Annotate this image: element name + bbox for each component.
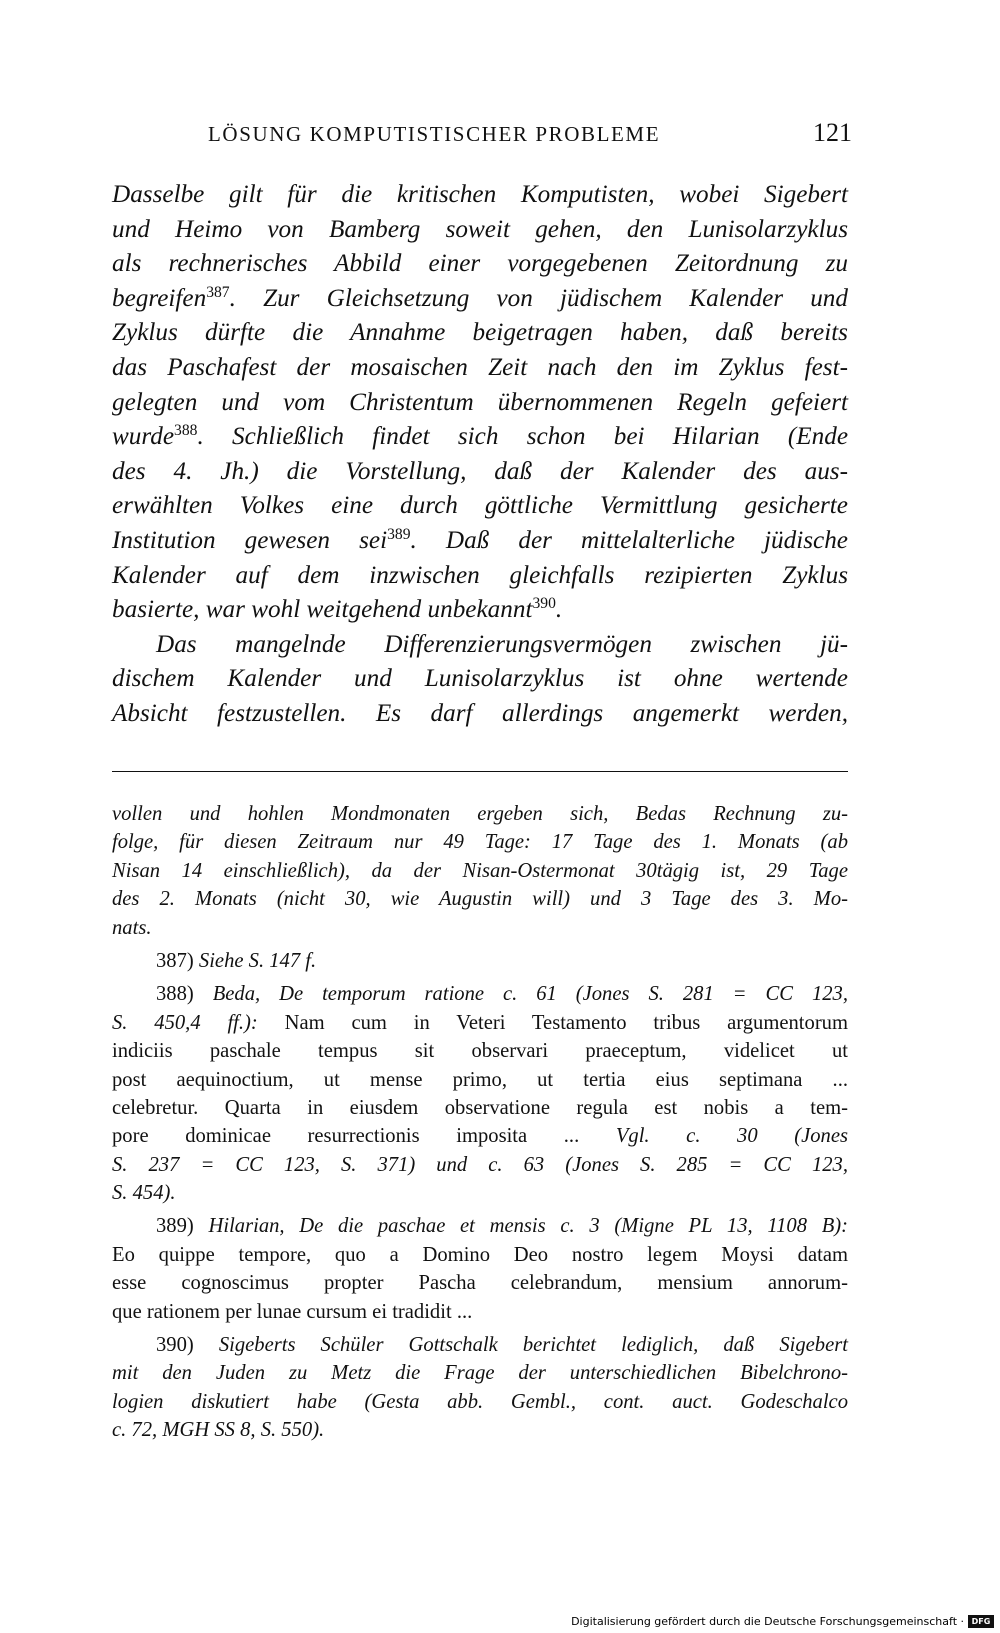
text-line xyxy=(112,420,848,455)
footnotes xyxy=(112,800,848,1445)
text-line xyxy=(112,524,848,559)
footnote-ref-390: 390 xyxy=(532,595,556,613)
text-line: erwählten Volkes eine durch göttliche Vermittlung gesicherte xyxy=(112,492,848,520)
running-title: LÖSUNG KOMPUTISTISCHER PROBLEME xyxy=(208,122,661,146)
footnote-line: S. 454). xyxy=(112,1182,176,1205)
credit-text: Digitalisierung gefördert durch die Deutsche Forschungsgemeinschaft · xyxy=(571,1614,964,1628)
footnote-line xyxy=(112,1122,848,1150)
footnote-number: 388) xyxy=(156,983,194,1006)
footnote-ref-389: 389 xyxy=(387,525,411,543)
text-segment: basierte, war wohl weitgehend unbekannt xyxy=(112,596,533,624)
footnote-text: Sigeberts Schüler Gottschalk berichtet lediglich, daß Sigebert xyxy=(218,1334,848,1357)
footnote-line: que rationem per lunae cursum ei tradidit ... xyxy=(112,1300,473,1323)
footnote-text: Nam cum in Veteri Testamento tribus argumentorum xyxy=(284,1011,849,1034)
text-line: Dasselbe gilt für die kritischen Komputisten, wobei Sigebert xyxy=(112,181,848,208)
text-line: dischem Kalender und Lunisolarzyklus ist ohne wertende xyxy=(112,665,848,693)
dfg-logo-icon: DFG xyxy=(968,1615,994,1628)
footnote-line: folge, für diesen Zeitraum nur 49 Tage: 17 Tage des 1. Monats (ab xyxy=(112,831,848,854)
footnote-line: esse cognoscimus propter Pascha celebrandum, mensium annorum- xyxy=(112,1272,848,1295)
digitization-credit xyxy=(571,1613,994,1629)
text-segment: . Schließlich findet sich schon bei Hilarian (Ende xyxy=(197,423,848,451)
text-segment: . xyxy=(555,596,563,624)
main-text xyxy=(112,178,848,732)
text-segment: wurde xyxy=(112,423,175,451)
footnote-line: indiciis paschale tempus sit observari praeceptum, videlicet ut xyxy=(112,1040,848,1063)
text-line: und Heimo von Bamberg soweit gehen, den Lunisolarzyklus xyxy=(112,215,848,243)
footnote-line: S. 237 = CC 123, S. 371) und c. 63 (Jones S. 285 = CC 123, xyxy=(112,1153,848,1176)
text-segment: begreifen xyxy=(112,284,207,312)
footnote-number: 387) xyxy=(156,949,194,972)
text-line: als rechnerisches Abbild einer vorgegebenen Zeitordnung zu xyxy=(112,250,848,278)
text-line: gelegten und vom Christentum übernommenen Regeln gefeiert xyxy=(112,388,848,416)
footnote-line: Nisan 14 einschließlich), da der Nisan-Ostermonat 30tägig ist, 29 Tage xyxy=(112,859,848,882)
footnote-line: c. 72, MGH SS 8, S. 550). xyxy=(112,1419,325,1442)
footnote-number: 390) xyxy=(156,1334,194,1357)
text-line xyxy=(112,593,848,628)
footnote-text: Hilarian, De die paschae et mensis c. 3 (Migne PL 13, 1108 B): xyxy=(208,1215,849,1238)
footnote-line: Eo quippe tempore, quo a Domino Deo nostro legem Moysi datam xyxy=(112,1243,848,1266)
footnote-number: 389) xyxy=(156,1215,194,1238)
text-line: Absicht festzustellen. Es darf allerdings angemerkt werden, xyxy=(112,699,848,727)
footnote-line xyxy=(112,1009,848,1037)
text-line: Das mangelnde Differenzierungsvermögen zwischen jü- xyxy=(156,630,848,658)
footnote-line: des 2. Monats (nicht 30, wie Augustin will) und 3 Tage des 3. Mo- xyxy=(112,888,848,911)
text-line: Zyklus dürfte die Annahme beigetragen haben, daß bereits xyxy=(112,319,848,347)
footnote-390 xyxy=(112,1331,848,1359)
footnote-text: pore dominicae resurrectionis imposita ... xyxy=(112,1125,580,1148)
footnote-ref-387: 387 xyxy=(206,283,230,301)
running-head xyxy=(112,118,852,154)
footnote-line: nats. xyxy=(112,916,152,939)
footnote-389 xyxy=(112,1212,848,1240)
footnote-separator xyxy=(112,771,848,772)
footnote-text: Vgl. c. 30 (Jones xyxy=(615,1125,848,1148)
text-segment: . Zur Gleichsetzung von jüdischem Kalender und xyxy=(229,284,848,312)
footnote-line: celebretur. Quarta in eiusdem observatione regula est nobis a tem- xyxy=(112,1096,848,1119)
footnote-line: mit den Juden zu Metz die Frage der unterschiedlichen Bibelchrono- xyxy=(112,1362,848,1385)
footnote-text: S. 450,4 ff.): xyxy=(112,1011,258,1034)
text-line xyxy=(112,282,848,317)
footnote-line: post aequinoctium, ut mense primo, ut tertia eius septimana ... xyxy=(112,1068,848,1091)
footnote-387 xyxy=(112,947,848,975)
text-segment: Institution gewesen sei xyxy=(112,526,388,554)
footnote-text: Siehe S. 147 f. xyxy=(198,949,317,972)
text-line: Kalender auf dem inzwischen gleichfalls rezipierten Zyklus xyxy=(112,561,848,589)
footnote-text: Beda, De temporum ratione c. 61 (Jones S. 281 = CC 123, xyxy=(212,983,848,1006)
text-line: des 4. Jh.) die Vorstellung, daß der Kalender des aus- xyxy=(112,457,848,485)
page-number: 121 xyxy=(813,118,852,147)
footnote-ref-388: 388 xyxy=(174,422,198,440)
text-line: das Paschafest der mosaischen Zeit nach den im Zyklus fest- xyxy=(112,353,848,381)
footnote-388 xyxy=(112,980,848,1008)
footnote-line: logien diskutiert habe (Gesta abb. Gembl., cont. auct. Godeschalco xyxy=(112,1390,848,1413)
footnote-line: vollen und hohlen Mondmonaten ergeben sich, Bedas Rechnung zu- xyxy=(112,803,848,825)
text-segment: . Daß der mittelalterliche jüdische xyxy=(410,526,848,554)
